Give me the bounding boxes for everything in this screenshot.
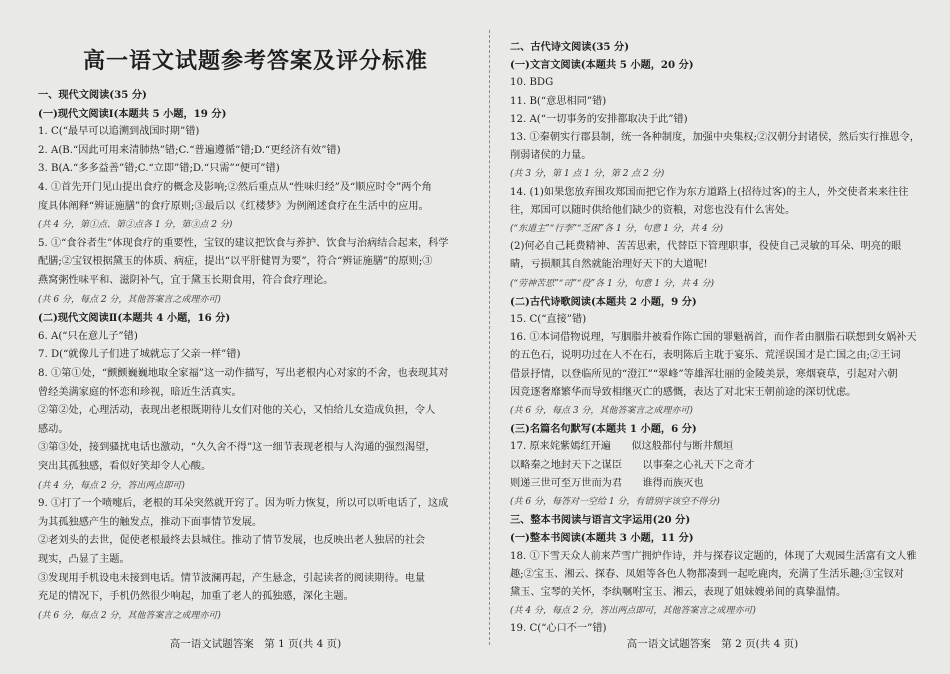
answer-line: ③第③处，接到骚扰电话也激动，“久久舍不得”这一细节表现老根与人沟通的强烈渴望， [38,442,436,454]
page-title: 高一语文试题参考答案及评分标准 [82,48,428,74]
scoring-note: (共 4 分，每点 2 分，答出两点即可，其他答案言之成理亦可) [510,606,756,617]
answer-line: 黛玉、宝琴的关怀，李纨嘱咐宝玉、湘云，表现了姐妹嫂弟间的真挚温情。 [510,587,847,598]
answer-line: 13. ①秦朝实行郡县制，统一各种制度，加强中央集权;②汉朝分封诸侯，然后实行推恩令， [510,132,920,143]
answer-line: 18. ①下雪天众人前来芦雪广拥炉作诗，并与探春议定题的，体现了大观园生活富有文人雅 [510,550,917,562]
answer-line: 度具体阐释“辨证施膳”的食疗原则;③最后以《红楼梦》为例阐述食疗在生活中的应用。 [38,200,429,212]
answer-line: (2)何必自己耗费精神、苦苦思索，代替臣下管理职事，役使自己灵敏的耳朵、明亮的眼 [510,241,902,253]
section-heading: (一)整本书阅读(本题共 3 小题，11 分) [510,532,694,545]
scoring-note: (“劳神苦思”“司”“役”各 1 分，句意 1 分，共 4 分) [510,278,714,289]
scoring-note: (共 6 分，每点 3 分，其他答案言之成理亦可) [510,406,693,416]
answer-line: 为其孤独感产生的触发点，推动下面事情节发展。 [38,516,263,528]
answer-line: 16. ①本词借物说理，写胭脂井被看作陈亡国的罪魁祸首，而作者由胭脂石联想到女娲补天 [510,332,917,344]
answer-line: 12. A(“一切事务的安排都取决于此”错) [510,113,688,125]
answer-line: 11. B(“意思相同”错) [510,95,607,107]
scoring-note: (共 4 分，每点 2 分，答出两点即可) [38,480,185,491]
scoring-note: (“东道主”“行李”“乏困”各 1 分，句意 1 分，共 4 分) [510,224,723,234]
answer-line: 以略秦之地封天下之谋臣 以事秦之心礼天下之奇才 [510,459,755,471]
answer-line: 因竞逐奢靡繁华而导致相继灭亡的感慨，表达了对北宋王朝前途的深切忧虑。 [510,386,857,398]
section-heading: 三、整本书阅读与语言文字运用(20 分) [510,514,691,527]
answer-line: 的五色石，说明功过在人不在石，表明陈后主耽于宴乐、荒淫误国才是亡国之由;②王词 [510,350,901,362]
answer-line: 14. (1)如果您放弃围攻郑国而把它作为东方道路上(招待过客)的主人，外交使者来来往往 [510,186,909,198]
answer-line: 削弱诸侯的力量。 [510,150,592,162]
answer-line: 10. BDG [510,77,554,89]
answer-line: ③发现用手机设电未接到电话。情节波澜再起，产生悬念，引起读者的阅读期待。电量 [38,572,426,584]
section-heading: (三)名篇名句默写(本题共 1 小题，6 分) [510,423,697,436]
section-heading: 一、现代文阅读(35 分) [38,89,147,101]
answer-line: 趣;②宝玉、湘云、探春、凤姐等各色人物都凑到一起吃鹿肉，充满了生活乐趣;③宝钗对 [510,568,904,580]
page-1 [38,0,473,674]
answer-line: 现实，凸显了主题。 [38,554,130,565]
answer-line: 5. ①“食谷者生”体现食疗的重要性，宝钗的建议把饮食与养护、饮食与治病结合起来，科学 [38,237,449,249]
answer-line: ②老刘头的去世，促使老根最终去县城住。推动了情节发展，也反映出老人独居的社会 [38,535,426,547]
answer-line: 8. ①第①处，“颤颤巍巍地取全家福”这一动作描写，写出老根内心对家的不舍，也表现其对 [38,368,449,379]
answer-line: 睛，亏损顺其自然就能治理好天下的大道呢! [510,259,708,271]
scoring-note: (共 6 分，每答对一空给 1 分，有错别字该空不得分) [510,497,720,507]
answer-line: 充足的情况下，手机仍然很少响起，加重了老人的孤独感，深化主题。 [38,591,354,603]
answer-line: 则递三世可至万世而为君 谁得而族灭也 [510,477,704,489]
section-heading: 二、古代诗文阅读(35 分) [510,41,630,53]
answer-line: 19. C(“心口不一”错) [510,623,607,635]
page-2 [510,0,920,674]
scoring-note: (共 3 分，第 1 点 1 分，第 2 点 2 分) [510,169,665,180]
section-heading: (一)文言文阅读(本题共 5 小题，20 分) [510,59,694,72]
page-footer: 高一语文试题答案 第 1 页(共 4 页) [169,638,342,650]
answer-line: 配膳;②宝钗根据黛玉的体质、病症，提出“以平肝健胃为要”，符合“辨证施膳”的原则;③ [38,256,433,268]
answer-line: 借景抒情，以登临所见的“澄江”“翠峰”等雄浑壮丽的金陵美景，寒烟衰草，引起对六朝 [510,368,898,380]
answer-line: 突出其孤独感，看似好笑却令人心酸。 [38,461,212,472]
scoring-note: (共 4 分，第①点、第②点各 1 分，第③点 2 分) [38,220,233,231]
answer-line: 9. ①打了一个喷嚏后，老根的耳朵突然就开窍了。因为听力恢复，所以可以听电话了，这成 [38,498,449,510]
answer-line: 3. B(A.“多多益善”错;C.“立即”错;D.“只需”“便可”错) [38,163,280,175]
answer-line: 感动。 [38,423,69,435]
page-footer: 高一语文试题答案 第 2 页(共 4 页) [626,638,799,650]
answer-line: 2. A(B.“因此可用来清肺热”错;C.“普遍遵循”错;D.“更经济有效”错) [38,144,341,156]
answer-line: 曾经美满家庭的怀恋和珍视，暗近生活真实。 [38,386,242,398]
section-heading: (二)古代诗歌阅读(本题共 2 小题，9 分) [510,295,697,308]
answer-line: 6. A(“只在意儿子”错) [38,330,138,342]
answer-line: 燕窝粥性味平和、滋阴补气，宜于黛玉长期食用，符合食疗理论。 [38,275,334,286]
section-heading: (二)现代文阅读Ⅱ(本题共 4 小题，16 分) [38,312,231,325]
section-heading: (一)现代文阅读Ⅰ(本题共 5 小题，19 分) [38,107,227,120]
scoring-note: (共 6 分，每点 2 分，其他答案言之成理亦可) [38,610,221,621]
answer-line: 17. 原来姹紫嫣红开遍 似这般都付与断井颓垣 [510,441,734,453]
page-divider [489,30,490,645]
answer-line: 1. C(“最早可以追溯到战国时期”错) [38,126,200,138]
answer-line: 7. D(“就像儿子们进了城就忘了父亲一样”错) [38,349,241,361]
answer-line: ②第②处，心理活动，表现出老根既期待儿女们对他的关心，又怕给儿女造成负担，令人 [38,405,436,417]
answer-line: 4. ①首先开门见山提出食疗的概念及影响;②然后重点从“性味归经”及“顺应时令”两个角 [38,182,432,193]
answer-line: 15. C(“直接”错) [510,314,587,325]
scoring-note: (共 6 分，每点 2 分，其他答案言之成理亦可) [38,294,221,305]
answer-line: 往，郑国可以随时供给他们缺少的资粮，对您也没有什么害处。 [510,204,796,216]
